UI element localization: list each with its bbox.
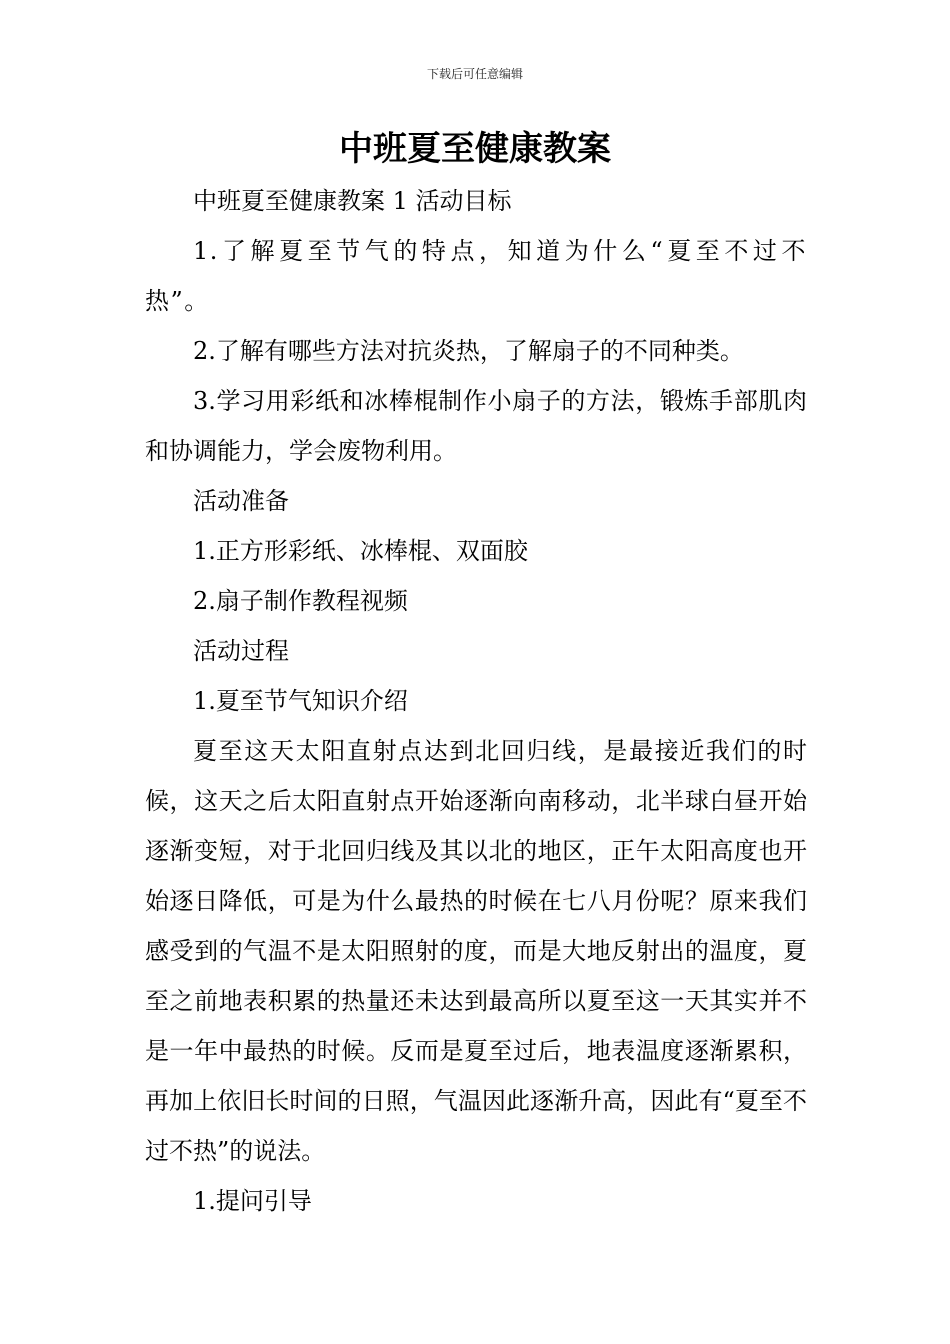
paragraph-prep-1: 1.正方形彩纸、冰棒棍、双面胶 — [193, 537, 528, 565]
paragraph-prep-2: 2.扇子制作教程视频 — [193, 587, 408, 615]
paragraph-intro-heading: 中班夏至健康教案 1 活动目标 — [193, 187, 512, 215]
paragraph-solstice-explanation: 夏至这天太阳直射点达到北回归线，是最接近我们的时候，这天之后太阳直射点开始逐渐向南移动，北半球白昼开始逐渐变短，对于北回归线及其以北的地区，正午太阳高度也开始逐日降低，可是为什么最热的时候在七八月份呢？原来我们感受到的气温不是太阳照射的度，而是大地反射出的温度，夏至之前地表积累的热量还未达到最高所以夏至这一天其实并不是一年中最热的时候。反而是夏至过后，地表温度逐渐累积，再加上依旧长时间的日照，气温因此逐渐升高，因此有“夏至不过不热”的说法。 — [145, 737, 807, 1165]
section-heading-preparation: 活动准备 — [193, 487, 289, 515]
section-heading-process: 活动过程 — [193, 637, 289, 665]
paragraph-goal-3: 3.学习用彩纸和冰棒棍制作小扇子的方法，锻炼手部肌肉和协调能力，学会废物利用。 — [145, 387, 807, 465]
page-title: 中班夏至健康教案 — [339, 129, 611, 169]
document-body — [145, 176, 807, 1226]
paragraph-goal-1: 1.了解夏至节气的特点，知道为什么“夏至不过不热”。 — [145, 237, 807, 315]
paragraph-question-guide: 1.提问引导 — [193, 1187, 312, 1215]
header-note: 下载后可任意编辑 — [426, 67, 523, 81]
paragraph-process-1: 1.夏至节气知识介绍 — [193, 687, 408, 715]
paragraph-goal-2: 2.了解有哪些方法对抗炎热，了解扇子的不同种类。 — [193, 337, 744, 365]
